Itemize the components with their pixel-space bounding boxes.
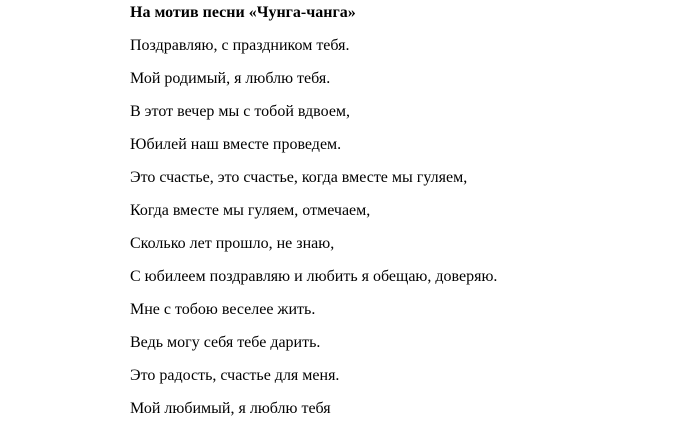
poem-line: Юбилей наш вместе проведем. [130, 136, 342, 153]
poem-line: В этот вечер мы с тобой вдвоем, [130, 103, 351, 120]
poem-line: С юбилеем поздравляю и любить я обещаю, доверяю. [130, 268, 498, 285]
poem-line: Это счастье, это счастье, когда вместе мы гуляем, [130, 169, 468, 186]
poem-line: Мне с тобою веселее жить. [130, 301, 316, 318]
poem-line: Поздравляю, с праздником тебя. [130, 37, 350, 54]
document-body [130, 4, 690, 433]
poem-line: Это радость, счастье для меня. [130, 367, 340, 384]
poem-line: Ведь могу себя тебе дарить. [130, 334, 321, 351]
poem-title: На мотив песни «Чунга-чанга» [130, 4, 356, 21]
poem-line: Сколько лет прошло, не знаю, [130, 235, 335, 252]
poem-line: Мой родимый, я люблю тебя. [130, 70, 331, 87]
poem-line: Мой любимый, я люблю тебя [130, 400, 331, 417]
poem-line: Когда вместе мы гуляем, отмечаем, [130, 202, 371, 219]
